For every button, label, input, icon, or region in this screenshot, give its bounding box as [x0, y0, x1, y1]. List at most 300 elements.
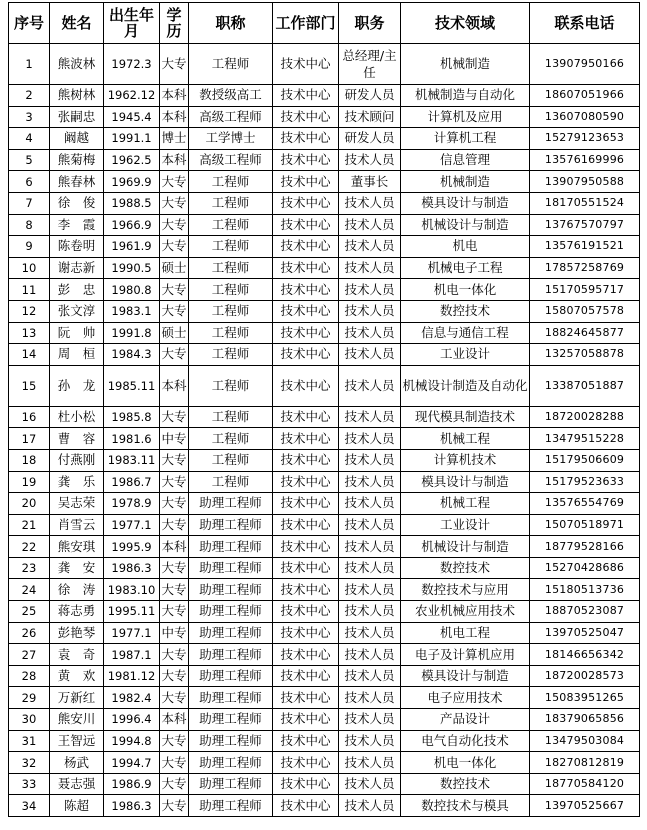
staff-table-container: [8, 2, 639, 817]
cell-title: 工程师: [189, 406, 273, 428]
cell-index: 25: [9, 601, 50, 623]
cell-phone: 18146656342: [530, 644, 640, 666]
cell-education: 大专: [160, 687, 189, 709]
cell-index: 18: [9, 449, 50, 471]
table-row: [9, 44, 640, 85]
cell-birth: 1986.3: [104, 557, 160, 579]
table-row: [9, 85, 640, 107]
cell-birth: 1983.1: [104, 300, 160, 322]
cell-education: 大专: [160, 300, 189, 322]
cell-birth: 1995.9: [104, 536, 160, 558]
cell-title: 助理工程师: [189, 579, 273, 601]
cell-department: 技术中心: [273, 622, 339, 644]
header-row: [9, 3, 640, 44]
cell-department: 技术中心: [273, 279, 339, 301]
table-row: [9, 493, 640, 515]
cell-birth: 1962.5: [104, 149, 160, 171]
cell-title: 助理工程师: [189, 687, 273, 709]
cell-education: 博士: [160, 128, 189, 150]
cell-name: 袁 奇: [50, 644, 104, 666]
cell-index: 22: [9, 536, 50, 558]
cell-name: 张嗣忠: [50, 106, 104, 128]
cell-department: 技术中心: [273, 236, 339, 258]
cell-index: 24: [9, 579, 50, 601]
cell-birth: 1981.6: [104, 428, 160, 450]
cell-birth: 1991.8: [104, 322, 160, 344]
cell-title: 助理工程师: [189, 665, 273, 687]
cell-name: 孙 龙: [50, 365, 104, 406]
cell-index: 33: [9, 773, 50, 795]
cell-birth: 1985.11: [104, 365, 160, 406]
cell-name: 徐 俊: [50, 192, 104, 214]
cell-position: 总经理/主任: [339, 44, 401, 85]
cell-education: 大专: [160, 171, 189, 193]
cell-position: 技术人员: [339, 344, 401, 366]
cell-name: 阮 帅: [50, 322, 104, 344]
cell-index: 29: [9, 687, 50, 709]
cell-name: 周 桓: [50, 344, 104, 366]
cell-field: 数控技术与应用: [401, 579, 530, 601]
cell-birth: 1977.1: [104, 622, 160, 644]
cell-department: 技术中心: [273, 344, 339, 366]
cell-education: 大专: [160, 406, 189, 428]
cell-phone: 18379065856: [530, 709, 640, 731]
table-row: [9, 644, 640, 666]
cell-phone: 13576554769: [530, 493, 640, 515]
cell-field: 机械工程: [401, 428, 530, 450]
cell-field: 机械设计制造及自动化: [401, 365, 530, 406]
table-row: [9, 214, 640, 236]
cell-index: 28: [9, 665, 50, 687]
cell-title: 助理工程师: [189, 601, 273, 623]
cell-title: 工程师: [189, 171, 273, 193]
cell-department: 技术中心: [273, 471, 339, 493]
cell-position: 技术人员: [339, 579, 401, 601]
cell-name: 谢志新: [50, 257, 104, 279]
cell-title: 工学博士: [189, 128, 273, 150]
cell-position: 技术人员: [339, 428, 401, 450]
cell-title: 工程师: [189, 344, 273, 366]
table-body: [9, 44, 640, 817]
table-row: [9, 665, 640, 687]
cell-phone: 13767570797: [530, 214, 640, 236]
cell-department: 技术中心: [273, 514, 339, 536]
cell-position: 技术顾问: [339, 106, 401, 128]
cell-birth: 1945.4: [104, 106, 160, 128]
cell-index: 23: [9, 557, 50, 579]
cell-department: 技术中心: [273, 773, 339, 795]
cell-department: 技术中心: [273, 557, 339, 579]
table-row: [9, 687, 640, 709]
cell-position: 技术人员: [339, 752, 401, 774]
cell-field: 机械制造与自动化: [401, 85, 530, 107]
cell-phone: 15807057578: [530, 300, 640, 322]
cell-birth: 1977.1: [104, 514, 160, 536]
cell-phone: 18870523087: [530, 601, 640, 623]
cell-birth: 1981.12: [104, 665, 160, 687]
cell-position: 技术人员: [339, 236, 401, 258]
cell-position: 技术人员: [339, 687, 401, 709]
cell-title: 工程师: [189, 279, 273, 301]
cell-education: 大专: [160, 214, 189, 236]
table-row: [9, 449, 640, 471]
table-row: [9, 279, 640, 301]
cell-birth: 1994.8: [104, 730, 160, 752]
cell-phone: 18270812819: [530, 752, 640, 774]
cell-title: 工程师: [189, 236, 273, 258]
cell-name: 龚 安: [50, 557, 104, 579]
cell-name: 万新红: [50, 687, 104, 709]
table-row: [9, 795, 640, 817]
table-row: [9, 128, 640, 150]
cell-title: 助理工程师: [189, 622, 273, 644]
cell-position: 技术人员: [339, 795, 401, 817]
cell-phone: 18170551524: [530, 192, 640, 214]
cell-education: 大专: [160, 236, 189, 258]
cell-index: 8: [9, 214, 50, 236]
cell-index: 19: [9, 471, 50, 493]
cell-field: 数控技术: [401, 773, 530, 795]
cell-position: 技术人员: [339, 665, 401, 687]
header-education: 学历: [160, 3, 189, 44]
cell-education: 中专: [160, 622, 189, 644]
cell-position: 技术人员: [339, 622, 401, 644]
header-phone: 联系电话: [530, 3, 640, 44]
cell-index: 31: [9, 730, 50, 752]
cell-position: 技术人员: [339, 365, 401, 406]
table-row: [9, 149, 640, 171]
cell-index: 26: [9, 622, 50, 644]
cell-name: 蒋志勇: [50, 601, 104, 623]
cell-index: 6: [9, 171, 50, 193]
cell-birth: 1983.11: [104, 449, 160, 471]
cell-index: 10: [9, 257, 50, 279]
cell-field: 工业设计: [401, 514, 530, 536]
cell-birth: 1985.8: [104, 406, 160, 428]
cell-field: 机械工程: [401, 493, 530, 515]
cell-name: 聂志强: [50, 773, 104, 795]
header-department: 工作部门: [273, 3, 339, 44]
cell-index: 20: [9, 493, 50, 515]
cell-education: 大专: [160, 192, 189, 214]
cell-title: 助理工程师: [189, 752, 273, 774]
cell-phone: 13576169996: [530, 149, 640, 171]
cell-title: 工程师: [189, 44, 273, 85]
cell-education: 硕士: [160, 257, 189, 279]
cell-education: 大专: [160, 471, 189, 493]
cell-title: 工程师: [189, 300, 273, 322]
cell-department: 技术中心: [273, 644, 339, 666]
cell-position: 技术人员: [339, 257, 401, 279]
cell-department: 技术中心: [273, 257, 339, 279]
cell-name: 熊树林: [50, 85, 104, 107]
cell-title: 助理工程师: [189, 730, 273, 752]
cell-field: 计算机技术: [401, 449, 530, 471]
cell-name: 黄 欢: [50, 665, 104, 687]
table-row: [9, 752, 640, 774]
cell-department: 技术中心: [273, 687, 339, 709]
cell-position: 技术人员: [339, 514, 401, 536]
cell-education: 大专: [160, 773, 189, 795]
cell-field: 农业机械应用技术: [401, 601, 530, 623]
cell-birth: 1986.3: [104, 795, 160, 817]
cell-birth: 1969.9: [104, 171, 160, 193]
cell-name: 徐 涛: [50, 579, 104, 601]
cell-phone: 13257058878: [530, 344, 640, 366]
header-field: 技术领域: [401, 3, 530, 44]
cell-title: 助理工程师: [189, 773, 273, 795]
cell-education: 中专: [160, 428, 189, 450]
cell-birth: 1978.9: [104, 493, 160, 515]
table-row: [9, 557, 640, 579]
cell-name: 王智远: [50, 730, 104, 752]
cell-phone: 15279123653: [530, 128, 640, 150]
cell-department: 技术中心: [273, 449, 339, 471]
cell-birth: 1983.10: [104, 579, 160, 601]
cell-title: 助理工程师: [189, 514, 273, 536]
table-row: [9, 365, 640, 406]
cell-name: 阚越: [50, 128, 104, 150]
cell-department: 技术中心: [273, 493, 339, 515]
cell-name: 熊菊梅: [50, 149, 104, 171]
cell-phone: 13387051887: [530, 365, 640, 406]
cell-birth: 1986.9: [104, 773, 160, 795]
header-position: 职务: [339, 3, 401, 44]
cell-phone: 13907950166: [530, 44, 640, 85]
cell-phone: 15070518971: [530, 514, 640, 536]
cell-field: 机电工程: [401, 622, 530, 644]
cell-education: 本科: [160, 149, 189, 171]
table-header: [9, 3, 640, 44]
cell-field: 计算机及应用: [401, 106, 530, 128]
cell-phone: 13907950588: [530, 171, 640, 193]
cell-education: 大专: [160, 795, 189, 817]
header-index: 序号: [9, 3, 50, 44]
cell-education: 大专: [160, 44, 189, 85]
cell-name: 彭艳琴: [50, 622, 104, 644]
cell-phone: 15179523633: [530, 471, 640, 493]
cell-birth: 1987.1: [104, 644, 160, 666]
cell-department: 技术中心: [273, 579, 339, 601]
cell-department: 技术中心: [273, 406, 339, 428]
cell-phone: 15270428686: [530, 557, 640, 579]
cell-phone: 15179506609: [530, 449, 640, 471]
cell-name: 彭 忠: [50, 279, 104, 301]
cell-title: 工程师: [189, 257, 273, 279]
cell-phone: 13607080590: [530, 106, 640, 128]
cell-title: 助理工程师: [189, 536, 273, 558]
cell-department: 技术中心: [273, 85, 339, 107]
cell-index: 3: [9, 106, 50, 128]
cell-position: 技术人员: [339, 300, 401, 322]
cell-education: 大专: [160, 514, 189, 536]
cell-field: 机械设计与制造: [401, 536, 530, 558]
cell-title: 高级工程师: [189, 106, 273, 128]
cell-index: 16: [9, 406, 50, 428]
cell-title: 工程师: [189, 365, 273, 406]
cell-department: 技术中心: [273, 709, 339, 731]
table-row: [9, 428, 640, 450]
cell-department: 技术中心: [273, 601, 339, 623]
cell-position: 技术人员: [339, 644, 401, 666]
cell-department: 技术中心: [273, 214, 339, 236]
cell-index: 27: [9, 644, 50, 666]
cell-field: 工业设计: [401, 344, 530, 366]
cell-field: 数控技术: [401, 557, 530, 579]
cell-education: 大专: [160, 279, 189, 301]
cell-title: 高级工程师: [189, 149, 273, 171]
cell-department: 技术中心: [273, 730, 339, 752]
cell-birth: 1982.4: [104, 687, 160, 709]
cell-index: 14: [9, 344, 50, 366]
cell-education: 本科: [160, 709, 189, 731]
cell-position: 技术人员: [339, 192, 401, 214]
header-title: 职称: [189, 3, 273, 44]
cell-department: 技术中心: [273, 428, 339, 450]
cell-field: 现代模具制造技术: [401, 406, 530, 428]
table-row: [9, 300, 640, 322]
cell-name: 熊春林: [50, 171, 104, 193]
cell-index: 11: [9, 279, 50, 301]
cell-position: 技术人员: [339, 471, 401, 493]
cell-index: 13: [9, 322, 50, 344]
cell-birth: 1994.7: [104, 752, 160, 774]
cell-position: 研发人员: [339, 128, 401, 150]
cell-position: 技术人员: [339, 557, 401, 579]
cell-birth: 1996.4: [104, 709, 160, 731]
cell-birth: 1984.3: [104, 344, 160, 366]
cell-title: 助理工程师: [189, 644, 273, 666]
cell-department: 技术中心: [273, 665, 339, 687]
cell-department: 技术中心: [273, 192, 339, 214]
table-row: [9, 322, 640, 344]
cell-field: 机械制造: [401, 171, 530, 193]
cell-index: 15: [9, 365, 50, 406]
cell-phone: 18607051966: [530, 85, 640, 107]
cell-field: 机械设计与制造: [401, 214, 530, 236]
cell-birth: 1995.11: [104, 601, 160, 623]
cell-title: 工程师: [189, 471, 273, 493]
cell-education: 本科: [160, 106, 189, 128]
cell-index: 30: [9, 709, 50, 731]
cell-phone: 18720028573: [530, 665, 640, 687]
cell-index: 5: [9, 149, 50, 171]
cell-department: 技术中心: [273, 44, 339, 85]
cell-phone: 17857258769: [530, 257, 640, 279]
cell-name: 李 霞: [50, 214, 104, 236]
cell-field: 信息管理: [401, 149, 530, 171]
cell-department: 技术中心: [273, 322, 339, 344]
cell-birth: 1980.8: [104, 279, 160, 301]
cell-name: 陈卷明: [50, 236, 104, 258]
cell-department: 技术中心: [273, 795, 339, 817]
cell-position: 技术人员: [339, 214, 401, 236]
cell-name: 陈超: [50, 795, 104, 817]
cell-position: 研发人员: [339, 85, 401, 107]
cell-field: 电气自动化技术: [401, 730, 530, 752]
cell-index: 12: [9, 300, 50, 322]
cell-title: 助理工程师: [189, 557, 273, 579]
cell-field: 电子应用技术: [401, 687, 530, 709]
cell-position: 董事长: [339, 171, 401, 193]
cell-education: 大专: [160, 601, 189, 623]
cell-name: 张文淳: [50, 300, 104, 322]
cell-index: 34: [9, 795, 50, 817]
cell-title: 工程师: [189, 214, 273, 236]
cell-birth: 1966.9: [104, 214, 160, 236]
cell-position: 技术人员: [339, 322, 401, 344]
cell-field: 数控技术与模具: [401, 795, 530, 817]
cell-index: 2: [9, 85, 50, 107]
cell-education: 本科: [160, 85, 189, 107]
cell-title: 工程师: [189, 449, 273, 471]
cell-birth: 1972.3: [104, 44, 160, 85]
cell-field: 模具设计与制造: [401, 192, 530, 214]
table-row: [9, 601, 640, 623]
cell-education: 本科: [160, 536, 189, 558]
table-row: [9, 579, 640, 601]
cell-field: 产品设计: [401, 709, 530, 731]
cell-phone: 15083951265: [530, 687, 640, 709]
table-row: [9, 171, 640, 193]
cell-education: 硕士: [160, 322, 189, 344]
table-row: [9, 236, 640, 258]
cell-position: 技术人员: [339, 493, 401, 515]
cell-title: 工程师: [189, 322, 273, 344]
cell-index: 17: [9, 428, 50, 450]
cell-position: 技术人员: [339, 709, 401, 731]
table-row: [9, 514, 640, 536]
cell-field: 模具设计与制造: [401, 665, 530, 687]
cell-name: 杨武: [50, 752, 104, 774]
cell-education: 大专: [160, 449, 189, 471]
cell-department: 技术中心: [273, 300, 339, 322]
cell-field: 机电一体化: [401, 279, 530, 301]
cell-department: 技术中心: [273, 536, 339, 558]
cell-education: 大专: [160, 579, 189, 601]
cell-position: 技术人员: [339, 730, 401, 752]
cell-position: 技术人员: [339, 149, 401, 171]
cell-birth: 1990.5: [104, 257, 160, 279]
cell-position: 技术人员: [339, 536, 401, 558]
cell-name: 熊波林: [50, 44, 104, 85]
table-row: [9, 536, 640, 558]
header-birth: 出生年月: [104, 3, 160, 44]
cell-name: 肖雪云: [50, 514, 104, 536]
cell-birth: 1988.5: [104, 192, 160, 214]
cell-phone: 18720028288: [530, 406, 640, 428]
cell-name: 龚 乐: [50, 471, 104, 493]
cell-birth: 1961.9: [104, 236, 160, 258]
cell-department: 技术中心: [273, 149, 339, 171]
cell-education: 大专: [160, 344, 189, 366]
cell-index: 1: [9, 44, 50, 85]
cell-phone: 13970525667: [530, 795, 640, 817]
cell-position: 技术人员: [339, 449, 401, 471]
cell-position: 技术人员: [339, 773, 401, 795]
cell-education: 大专: [160, 644, 189, 666]
cell-name: 杜小松: [50, 406, 104, 428]
cell-education: 大专: [160, 557, 189, 579]
cell-education: 大专: [160, 730, 189, 752]
cell-education: 大专: [160, 752, 189, 774]
cell-phone: 18770584120: [530, 773, 640, 795]
table-row: [9, 192, 640, 214]
cell-title: 助理工程师: [189, 795, 273, 817]
cell-birth: 1962.12: [104, 85, 160, 107]
cell-position: 技术人员: [339, 406, 401, 428]
table-row: [9, 257, 640, 279]
